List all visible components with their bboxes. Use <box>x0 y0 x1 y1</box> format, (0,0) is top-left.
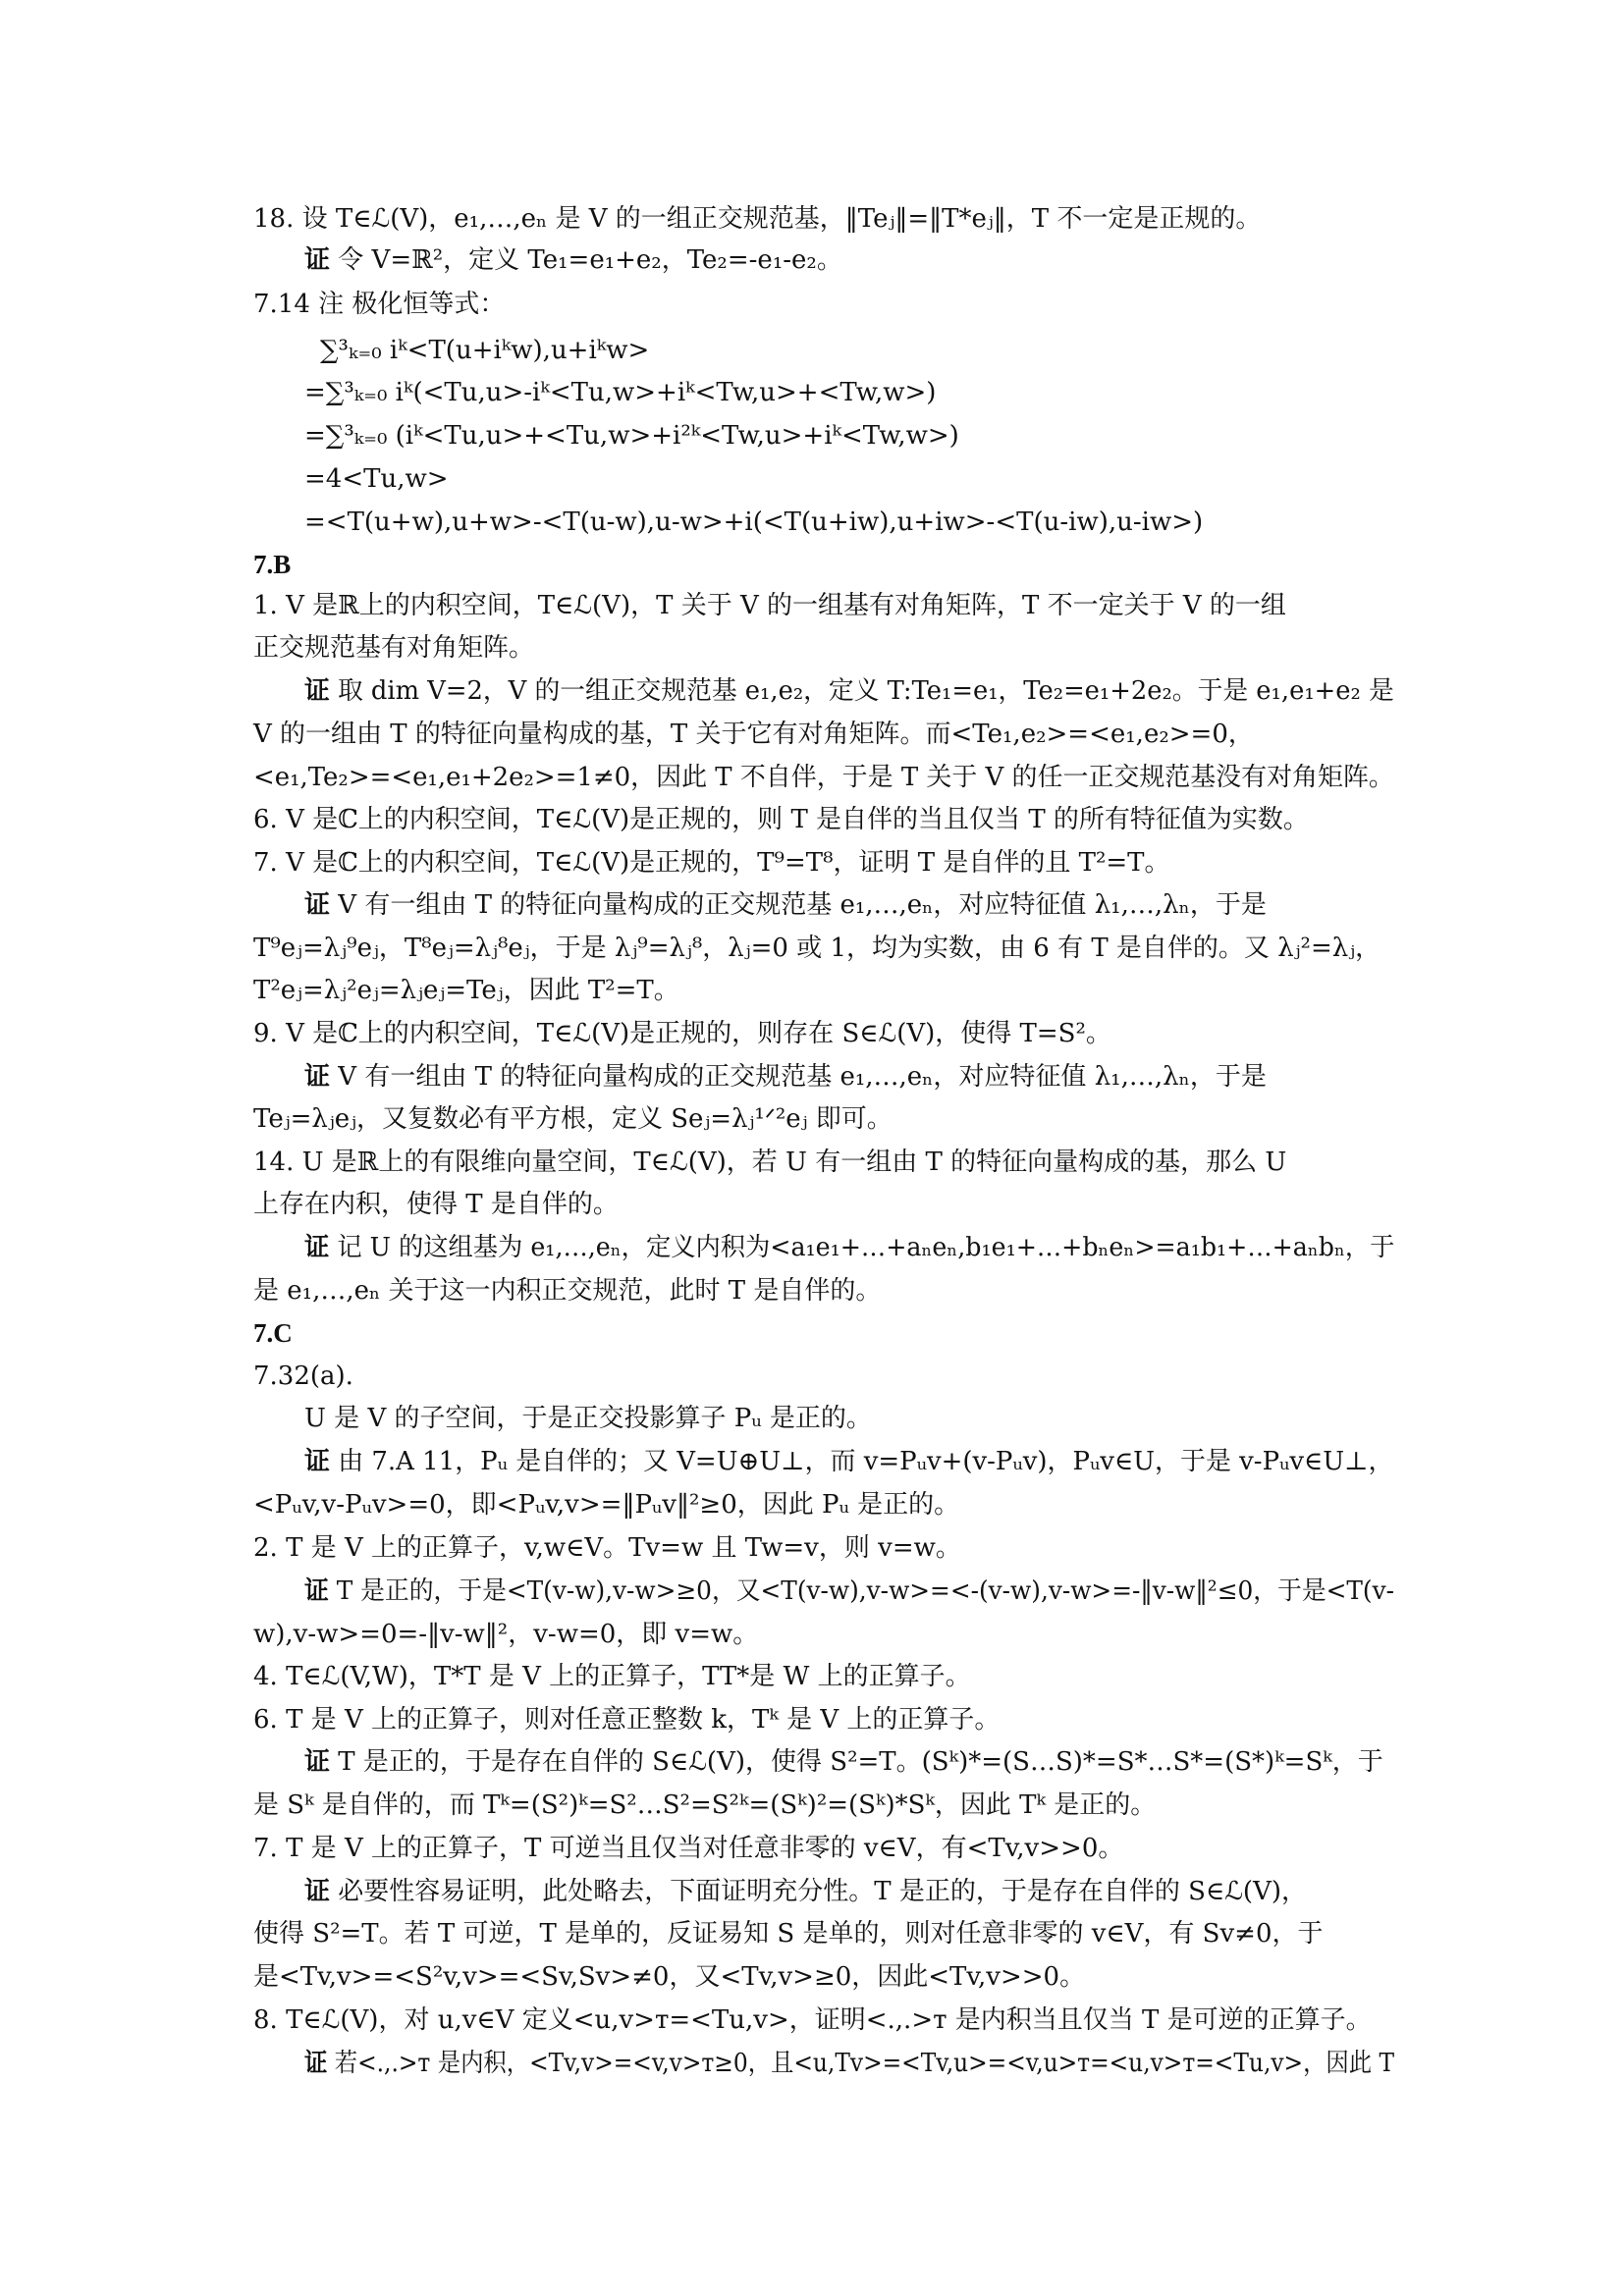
problem-c7-statement: 7. T 是 V 上的正算子，T 可逆当且仅当对任意非零的 v∈V，有<Tv,v>>0。 <box>253 1834 1124 1863</box>
problem-b14-proof-1 <box>304 1231 1394 1264</box>
proof-text: 记 U 的这组基为 e₁,…,eₙ，定义内积为<a₁e₁+…+aₙeₙ,b₁e₁+…+bₙeₙ>=a₁b₁+…+aₙbₙ，于 <box>337 1233 1395 1262</box>
proof-text: T 是正的，于是<T(v-w),v-w>≥0，又<T(v-w),v-w>=<-(v-w),v-w>=-‖v-w‖²≤0，于是<T(v- <box>336 1576 1394 1606</box>
problem-c6-proof-1 <box>304 1745 1383 1779</box>
polarization-eq-5: =<T(u+w),u+w>-<T(u-w),u-w>+i(<T(u+iw),u+iw>-<T(u-iw),u-iw>) <box>304 507 1204 537</box>
problem-c7-proof-3: 是<Tv,v>=<S²v,v>=<Sv,Sv>≠0，又<Tv,v>≥0，因此<Tv,v>>0。 <box>253 1962 1086 1992</box>
proof-label: 证 <box>304 1877 331 1906</box>
problem-7-32a-proof-2: <Pᵤv,v-Pᵤv>=0，即<Pᵤv,v>=‖Pᵤv‖²≥0，因此 Pᵤ 是正的。 <box>253 1490 960 1520</box>
section-7b-heading: 7.B <box>253 550 292 579</box>
proof-label: 证 <box>304 890 331 920</box>
problem-b1-statement-2: 正交规范基有对角矩阵。 <box>253 633 535 663</box>
problem-7-32a-statement: U 是 V 的子空间，于是正交投影算子 Pᵤ 是正的。 <box>304 1404 872 1433</box>
problem-b14-statement-1: 14. U 是ℝ上的有限维向量空间，T∈ℒ(V)，若 U 有一组由 T 的特征向量构成的基，那么 U <box>253 1148 1287 1177</box>
problem-b14-statement-2: 上存在内积，使得 T 是自伴的。 <box>253 1190 619 1219</box>
problem-c8-statement: 8. T∈ℒ(V)，对 u,v∈V 定义<u,v>ᴛ=<Tu,v>，证明<.,.>ᴛ 是内积当且仅当 T 是可逆的正算子。 <box>253 2005 1372 2035</box>
problem-b1-proof-3: <e₁,Te₂>=<e₁,e₁+2e₂>=1≠0，因此 T 不自伴，于是 T 关于 V 的任一正交规范基没有对角矩阵。 <box>253 763 1394 792</box>
problem-b1-statement-1: 1. V 是ℝ上的内积空间，T∈ℒ(V)，T 关于 V 的一组基有对角矩阵，T 不一定关于 V 的一组 <box>253 591 1286 620</box>
polarization-eq-1: ∑³ₖ₌₀ iᵏ<T(u+iᵏw),u+iᵏw> <box>320 336 650 365</box>
proof-text: V 有一组由 T 的特征向量构成的正交规范基 e₁,…,eₙ，对应特征值 λ₁,…,λₙ，于是 <box>338 890 1267 920</box>
polarization-eq-2: =∑³ₖ₌₀ iᵏ(<Tu,u>-iᵏ<Tu,w>+iᵏ<Tw,u>+<Tw,w>) <box>304 378 937 407</box>
proof-text: 必要性容易证明，此处略去，下面证明充分性。T 是正的，于是存在自伴的 S∈ℒ(V)， <box>338 1877 1307 1906</box>
problem-c2-statement: 2. T 是 V 上的正算子，v,w∈V。Tv=w 且 Tw=v，则 v=w。 <box>253 1533 961 1563</box>
problem-18-statement: 18. 设 T∈ℒ(V)，e₁,…,eₙ 是 V 的一组正交规范基，‖Teⱼ‖=‖T*eⱼ‖，T 不一定是正规的。 <box>253 204 1262 234</box>
problem-c7-proof-1 <box>304 1875 1307 1908</box>
proof-label: 证 <box>304 1447 330 1476</box>
proof-text: 令 V=ℝ²，定义 Te₁=e₁+e₂，Te₂=-e₁-e₂。 <box>338 245 842 275</box>
problem-b9-proof-2: Teⱼ=λⱼeⱼ，又复数必有平方根，定义 Seⱼ=λⱼ¹ᐟ²eⱼ 即可。 <box>253 1104 893 1134</box>
problem-b7-statement: 7. V 是ℂ上的内积空间，T∈ℒ(V)是正规的，T⁹=T⁸，证明 T 是自伴的且 T²=T。 <box>253 848 1170 878</box>
proof-text: 取 dim V=2，V 的一组正交规范基 e₁,e₂，定义 T:Te₁=e₁，Te₂=e₁+2e₂。于是 e₁,e₁+e₂ 是 <box>337 676 1394 706</box>
proof-text: T 是正的，于是存在自伴的 S∈ℒ(V)，使得 S²=T。(Sᵏ)*=(S…S)*=S*…S*=(S*)ᵏ=Sᵏ，于 <box>338 1747 1383 1777</box>
problem-c6-statement: 6. T 是 V 上的正算子，则对任意正整数 k，Tᵏ 是 V 上的正算子。 <box>253 1705 1001 1735</box>
proof-label: 证 <box>304 676 330 706</box>
proof-label: 证 <box>304 1747 331 1777</box>
proof-label: 证 <box>304 2049 328 2078</box>
problem-b14-proof-2: 是 e₁,…,eₙ 关于这一内积正交规范，此时 T 是自伴的。 <box>253 1276 882 1306</box>
problem-c8-proof-1 <box>304 2047 1394 2080</box>
proof-label: 证 <box>304 245 331 275</box>
proof-label: 证 <box>304 1062 331 1092</box>
problem-7-32a-proof-1 <box>304 1445 1394 1478</box>
problem-7-32a-heading: 7.32(a). <box>253 1362 353 1391</box>
note-7-14-title: 7.14 注 极化恒等式： <box>253 290 506 319</box>
problem-c2-proof-2: w),v-w>=0=-‖v-w‖²，v-w=0，即 v=w。 <box>253 1620 759 1649</box>
problem-c7-proof-2: 使得 S²=T。若 T 可逆，T 是单的，反证易知 S 是单的，则对任意非零的 v∈V，有 Sv≠0，于 <box>253 1919 1324 1949</box>
problem-b1-proof-2: V 的一组由 T 的特征向量构成的基，T 关于它有对角矩阵。而<Te₁,e₂>=<e₁,e₂>=0， <box>253 720 1254 749</box>
problem-b1-proof-1 <box>304 674 1394 708</box>
problem-18-proof <box>304 243 842 277</box>
problem-c2-proof-1 <box>304 1575 1394 1608</box>
problem-b7-proof-3: T²eⱼ=λⱼ²eⱼ=λⱼeⱼ=Teⱼ，因此 T²=T。 <box>253 976 679 1005</box>
section-7c-heading: 7.C <box>253 1318 293 1348</box>
problem-b9-proof-1 <box>304 1060 1267 1094</box>
proof-text: 若<.,.>ᴛ 是内积，<Tv,v>=<v,v>ᴛ≥0，且<u,Tv>=<Tv,u>=<v,u>ᴛ=<u,v>ᴛ=<Tu,v>，因此 T <box>334 2049 1395 2078</box>
polarization-eq-3: =∑³ₖ₌₀ (iᵏ<Tu,u>+<Tu,w>+i²ᵏ<Tw,u>+iᵏ<Tw,w>) <box>304 421 959 451</box>
problem-c4-statement: 4. T∈ℒ(V,W)，T*T 是 V 上的正算子，TT*是 W 上的正算子。 <box>253 1662 971 1691</box>
proof-text: V 有一组由 T 的特征向量构成的正交规范基 e₁,…,eₙ，对应特征值 λ₁,…,λₙ，于是 <box>338 1062 1267 1092</box>
problem-c6-proof-2: 是 Sᵏ 是自伴的，而 Tᵏ=(S²)ᵏ=S²…S²=S²ᵏ=(Sᵏ)²=(Sᵏ)*Sᵏ，因此 Tᵏ 是正的。 <box>253 1790 1157 1820</box>
proof-text: 由 7.A 11，Pᵤ 是自伴的；又 V=U⊕U⊥，而 v=Pᵤv+(v-Pᵤv)，Pᵤv∈U，于是 v-Pᵤv∈U⊥， <box>338 1447 1394 1476</box>
polarization-eq-4: =4<Tu,w> <box>304 464 449 494</box>
proof-label: 证 <box>304 1233 330 1262</box>
problem-b9-statement: 9. V 是ℂ上的内积空间，T∈ℒ(V)是正规的，则存在 S∈ℒ(V)，使得 T=S²。 <box>253 1019 1111 1048</box>
problem-b7-proof-2: T⁹eⱼ=λⱼ⁹eⱼ，T⁸eⱼ=λⱼ⁸eⱼ，于是 λⱼ⁹=λⱼ⁸，λⱼ=0 或 1，均为实数，由 6 有 T 是自伴的。又 λⱼ²=λⱼ， <box>253 934 1381 963</box>
proof-label: 证 <box>304 1576 329 1606</box>
problem-b6-statement: 6. V 是ℂ上的内积空间，T∈ℒ(V)是正规的，则 T 是自伴的当且仅当 T 的所有特征值为实数。 <box>253 805 1309 834</box>
problem-b7-proof-1 <box>304 888 1267 922</box>
